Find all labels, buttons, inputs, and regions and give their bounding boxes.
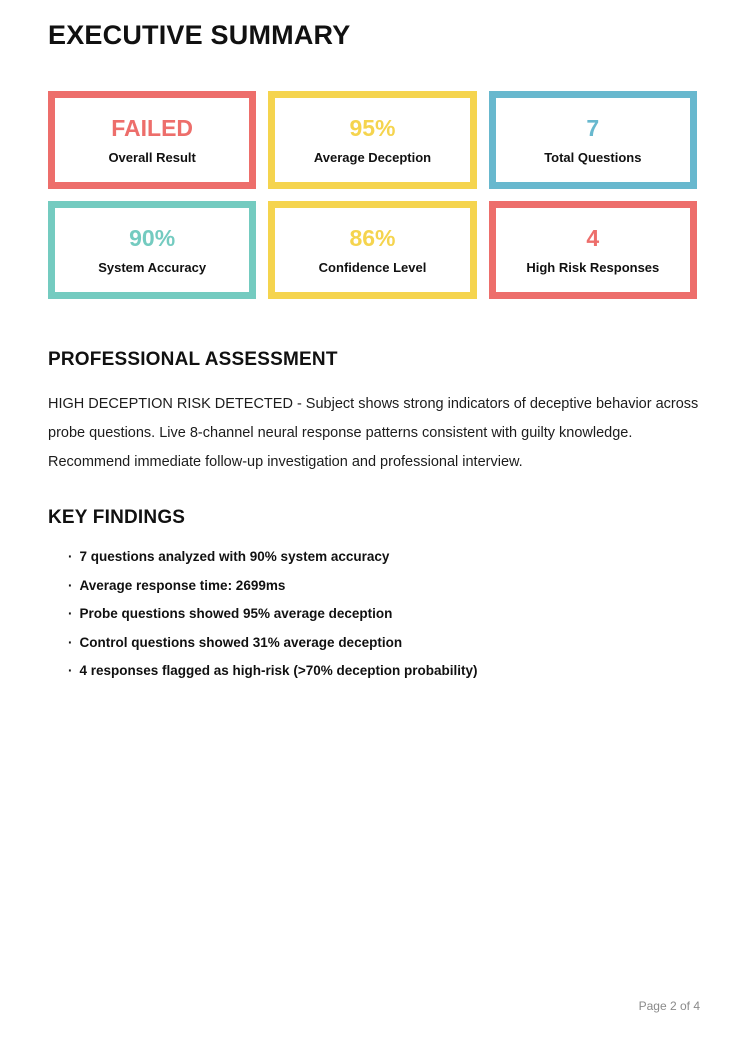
stat-card-label: Average Deception (313, 149, 432, 165)
bullet-dot-icon: · (68, 577, 73, 593)
stat-card-label: System Accuracy (98, 259, 207, 275)
finding-item (68, 607, 697, 621)
key-findings-list (48, 550, 697, 678)
stat-card (489, 201, 697, 299)
stat-card-value: 90% (129, 224, 176, 251)
stat-card (268, 201, 476, 299)
page-title: EXECUTIVE SUMMARY (48, 20, 351, 50)
finding-item (68, 636, 697, 650)
stat-card (48, 201, 256, 299)
stat-card-value: 86% (349, 224, 396, 251)
bullet-dot-icon: · (68, 606, 73, 621)
stat-card-value: 95% (349, 114, 396, 141)
stat-card-label: High Risk Responses (526, 259, 660, 275)
stat-card-label: Confidence Level (318, 259, 427, 275)
finding-text: 7 questions analyzed with 90% system accuracy (79, 549, 390, 564)
stat-card (268, 91, 476, 189)
stat-cards-grid (48, 91, 697, 299)
finding-text: 4 responses flagged as high-risk (>70% deception probability) (79, 663, 478, 678)
bullet-dot-icon: · (68, 549, 73, 564)
stat-card-value: 4 (586, 224, 600, 251)
stat-card-value: FAILED (111, 114, 194, 141)
bullet-dot-icon: · (68, 663, 73, 678)
stat-card-label: Overall Result (108, 149, 196, 165)
stat-card-value: 7 (586, 114, 600, 141)
finding-text: Control questions showed 31% average deception (79, 634, 403, 650)
finding-item (68, 579, 697, 593)
stat-card (48, 91, 256, 189)
stat-card (489, 91, 697, 189)
stat-card-label: Total Questions (544, 149, 642, 165)
finding-text: Average response time: 2699ms (79, 577, 286, 593)
professional-assessment-body: HIGH DECEPTION RISK DETECTED - Subject shows strong indicators of deceptive behavior across probe questions. Live 8-channel neural response patterns consistent with guilty knowledge. Recommend immediate follow-up investigation and professional interview. (48, 396, 699, 470)
finding-item (68, 550, 697, 564)
professional-assessment-heading: PROFESSIONAL ASSESSMENT (48, 349, 338, 370)
page-number: Page 2 of 4 (638, 999, 700, 1013)
finding-item (68, 664, 697, 678)
bullet-dot-icon: · (68, 634, 73, 650)
finding-text: Probe questions showed 95% average deception (79, 606, 393, 621)
key-findings-heading: KEY FINDINGS (48, 507, 186, 528)
